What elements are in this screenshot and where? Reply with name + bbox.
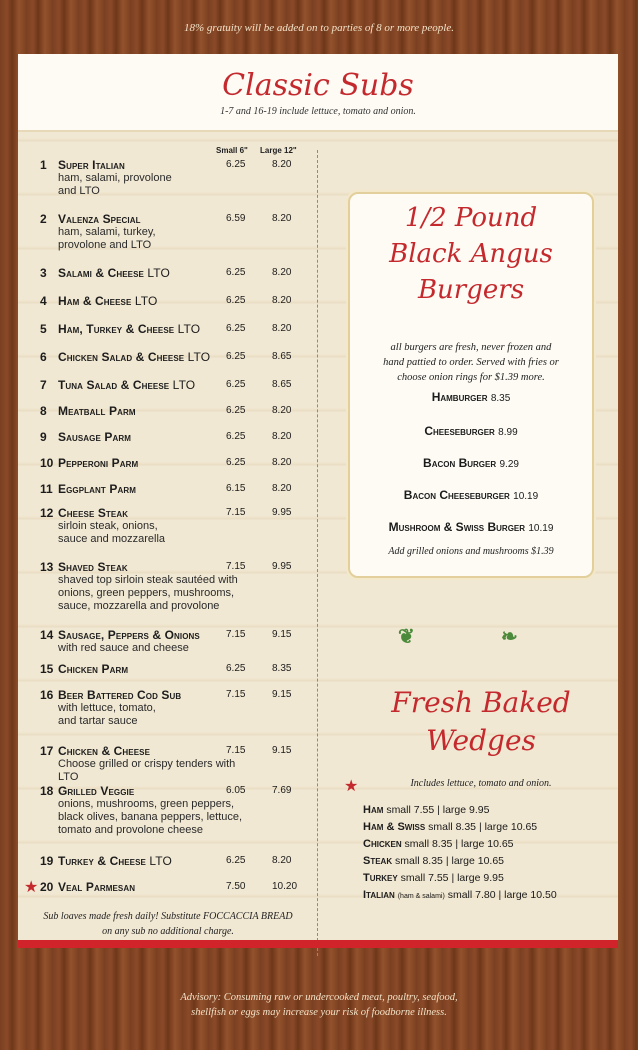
- sub-name: [58, 744, 150, 758]
- wedge-name: Turkey: [363, 872, 398, 884]
- sub-small-price: 6.25: [226, 431, 246, 442]
- wedge-separator: |: [498, 889, 502, 901]
- burgers-note-line-2: hand pattied to order. Served with fries or: [383, 357, 559, 368]
- sub-name: [58, 404, 136, 418]
- sub-large-price: 8.65: [272, 351, 292, 362]
- burgers-title-line-1: 1/2 Pound: [404, 203, 538, 233]
- burgers-note: [362, 340, 580, 385]
- sub-name-text: Eggplant Parm: [58, 482, 136, 496]
- sub-large-price: 8.20: [272, 431, 292, 442]
- sub-description: [58, 172, 258, 198]
- advisory: [0, 990, 638, 1020]
- sub-large-price: 8.20: [272, 405, 292, 416]
- sub-description: [58, 642, 258, 655]
- sub-name: [58, 854, 172, 868]
- sub-name-text: Cheese Steak: [58, 506, 129, 520]
- burger-item: [350, 488, 592, 502]
- sub-description-line: ham, salami, provolone: [58, 172, 172, 184]
- sub-description-line: Choose grilled or crispy tenders with LTO: [58, 758, 236, 783]
- sub-large-price: 7.69: [272, 785, 292, 796]
- sub-large-price: 8.20: [272, 855, 292, 866]
- wedge-small-price: small 8.35: [404, 838, 453, 850]
- sub-description: [58, 798, 258, 837]
- sub-small-price: 7.15: [226, 561, 246, 572]
- burgers-title-line-2: Black Angus: [389, 239, 553, 269]
- sub-name-text: Turkey & Cheese: [58, 854, 146, 868]
- sub-description-line: and LTO: [58, 185, 100, 197]
- wedge-extra: (ham & salami): [397, 893, 445, 900]
- sub-small-price: 6.25: [226, 351, 246, 362]
- star-icon: ★: [344, 778, 359, 795]
- wedge-separator: |: [451, 872, 455, 884]
- burger-name: Bacon Burger: [423, 456, 497, 470]
- burgers-title-line-3: Burgers: [417, 275, 525, 305]
- sub-lto: LTO: [143, 266, 170, 280]
- sub-description: [58, 702, 258, 728]
- ornament-right-icon: ❧: [501, 626, 518, 648]
- burger-name: Cheeseburger: [424, 424, 495, 438]
- sub-small-price: 6.59: [226, 213, 246, 224]
- sub-name: [58, 662, 128, 676]
- sub-description: [58, 226, 258, 252]
- sub-lto: LTO: [184, 350, 211, 364]
- sub-large-price: 9.15: [272, 745, 292, 756]
- sub-small-price: 6.25: [226, 855, 246, 866]
- sub-name-text: Salami & Cheese: [58, 266, 144, 280]
- sub-description-line: onions, green peppers, mushrooms,: [58, 587, 235, 599]
- wedge-name: Chicken: [363, 838, 402, 850]
- wedge-item: [363, 855, 504, 867]
- sub-description-line: onions, mushrooms, green peppers,: [58, 798, 235, 810]
- burger-price: 9.29: [499, 459, 519, 470]
- wedge-large-price: large 10.65: [460, 838, 514, 850]
- wedge-large-price: large 10.50: [504, 889, 557, 901]
- sub-number: 15: [40, 662, 54, 676]
- wedge-item: [363, 821, 537, 833]
- sub-name-text: Chicken Parm: [58, 662, 129, 676]
- wedge-separator: |: [478, 821, 482, 833]
- subs-footnote-line-1: Sub loaves made fresh daily! Substitute FOCCACCIA BREAD: [43, 911, 293, 922]
- sub-name-text: Sausage Parm: [58, 430, 131, 444]
- sub-name: [58, 784, 134, 798]
- sub-number: 18: [40, 784, 54, 798]
- sub-large-price: 10.20: [272, 881, 298, 892]
- sub-name-text: Meatball Parm: [58, 404, 136, 418]
- sub-description-line: black olives, banana peppers, lettuce,: [58, 811, 243, 823]
- sub-name: [58, 158, 125, 172]
- wedges-title-line-1: Fresh Baked: [391, 686, 571, 719]
- wedges-title-line-2: Wedges: [426, 724, 536, 757]
- sub-name-text: Grilled Veggie: [58, 784, 135, 798]
- burger-item: [350, 424, 592, 438]
- divider: [317, 150, 318, 956]
- large-size-header: Large 12": [260, 146, 297, 155]
- advisory-line-2: shellfish or eggs may increase your risk of foodborne illness.: [191, 1007, 447, 1018]
- sub-name: [58, 266, 170, 280]
- sub-description: [58, 758, 258, 784]
- burger-name: Bacon Cheeseburger: [403, 488, 510, 502]
- sub-number: 20: [40, 880, 54, 894]
- sub-small-price: 6.25: [226, 457, 246, 468]
- sub-number: 6: [40, 350, 47, 364]
- sub-description-line: sauce, mozzarella and provolone: [58, 600, 220, 612]
- burger-item: [350, 456, 592, 470]
- sub-name-text: Super Italian: [58, 158, 125, 172]
- sub-large-price: 8.20: [272, 267, 292, 278]
- sub-number: 3: [40, 266, 47, 280]
- wedge-separator: |: [455, 838, 459, 850]
- wedge-small-price: small 7.80: [447, 889, 496, 901]
- sub-large-price: 9.15: [272, 689, 292, 700]
- sub-name: [58, 294, 157, 308]
- sub-number: 17: [40, 744, 54, 758]
- burger-price: 8.99: [498, 427, 518, 438]
- sub-description: [58, 520, 258, 546]
- sub-number: 2: [40, 212, 47, 226]
- wedge-item: [363, 872, 504, 884]
- sub-name-text: Veal Parmesan: [58, 880, 136, 894]
- sub-name-text: Shaved Steak: [58, 560, 128, 574]
- sub-small-price: 7.15: [226, 507, 246, 518]
- burgers-add-note: Add grilled onions and mushrooms $1.39: [388, 546, 554, 557]
- sub-small-price: 6.25: [226, 663, 246, 674]
- sub-description-line: sirloin steak, onions,: [58, 520, 158, 532]
- wedge-small-price: small 8.35: [428, 821, 477, 833]
- sub-number: 7: [40, 378, 47, 392]
- sub-number: 10: [40, 456, 54, 470]
- wedge-separator: |: [437, 804, 440, 816]
- sub-name: [58, 378, 195, 392]
- sub-name: [58, 350, 210, 364]
- sub-name: [58, 560, 128, 574]
- sub-large-price: 9.95: [272, 561, 292, 572]
- sub-description-line: provolone and LTO: [58, 239, 152, 251]
- sub-number: 14: [40, 628, 54, 642]
- wedge-item: [363, 804, 489, 816]
- wedge-small-price: small 7.55: [386, 804, 435, 816]
- wedge-item: [363, 889, 557, 901]
- sub-small-price: 7.15: [226, 745, 246, 756]
- sub-name: [58, 506, 128, 520]
- sub-name: [58, 482, 136, 496]
- advisory-line-1: Advisory: Consuming raw or undercooked meat, poultry, seafood,: [180, 992, 458, 1003]
- sub-description-line: ham, salami, turkey,: [58, 226, 156, 238]
- sub-large-price: 8.20: [272, 323, 292, 334]
- sub-name-text: Tuna Salad & Cheese: [58, 378, 170, 392]
- sub-small-price: 7.50: [226, 881, 246, 892]
- sub-number: 1: [40, 158, 47, 172]
- burgers-note-line-3: choose onion rings for $1.39 more.: [397, 372, 545, 383]
- burger-name: Hamburger: [431, 390, 488, 404]
- sub-large-price: 8.20: [272, 159, 292, 170]
- sub-name-text: Chicken Salad & Cheese: [58, 350, 185, 364]
- burgers-title: [350, 200, 592, 308]
- sub-description-line: with lettuce, tomato,: [58, 702, 156, 714]
- subs-footnote: [18, 909, 318, 939]
- sub-small-price: 6.25: [226, 379, 246, 390]
- burger-item: [350, 520, 592, 534]
- burgers-box: [348, 192, 594, 578]
- wedge-name: Steak: [363, 855, 393, 867]
- wedge-small-price: small 8.35: [395, 855, 443, 867]
- sub-small-price: 6.25: [226, 323, 246, 334]
- sub-number: 11: [40, 482, 53, 496]
- red-band: [18, 940, 618, 948]
- sub-small-price: 6.25: [226, 405, 246, 416]
- sub-name: [58, 688, 181, 702]
- star-icon: ★: [24, 879, 39, 896]
- wedge-small-price: small 7.55: [400, 872, 449, 884]
- sub-name: [58, 212, 141, 226]
- sub-name: [58, 628, 200, 642]
- sub-small-price: 6.05: [226, 785, 246, 796]
- sub-small-price: 6.25: [226, 267, 246, 278]
- ornament-left-icon: ❦: [398, 626, 415, 648]
- wedge-name: Ham: [363, 804, 384, 816]
- small-size-header: Small 6": [216, 146, 248, 155]
- sub-large-price: 8.35: [272, 663, 292, 674]
- wedges-note: Includes lettuce, tomato and onion.: [410, 778, 552, 789]
- wedge-large-price: large 9.95: [457, 872, 504, 884]
- sub-name-text: Chicken & Cheese: [58, 744, 151, 758]
- sub-name-text: Ham & Cheese: [58, 294, 132, 308]
- sub-large-price: 8.20: [272, 295, 292, 306]
- sub-small-price: 7.15: [226, 689, 246, 700]
- menu-panel: [18, 54, 618, 948]
- sub-number: 13: [40, 560, 54, 574]
- sub-description-line: tomato and provolone cheese: [58, 824, 203, 836]
- wedge-name: Ham & Swiss: [363, 821, 426, 833]
- sub-large-price: 8.65: [272, 379, 292, 390]
- sub-number: 8: [40, 404, 47, 418]
- sub-name-text: Pepperoni Parm: [58, 456, 139, 470]
- sub-number: 5: [40, 322, 47, 336]
- sub-small-price: 6.15: [226, 483, 246, 494]
- sub-small-price: 7.15: [226, 629, 246, 640]
- sub-number: 4: [40, 294, 47, 308]
- sub-large-price: 8.20: [272, 457, 292, 468]
- sub-name-text: Ham, Turkey & Cheese: [58, 322, 175, 336]
- sub-description-line: sauce and mozzarella: [58, 533, 166, 545]
- subs-header: [18, 54, 618, 132]
- subs-footnote-line-2: on any sub no additional charge.: [102, 926, 234, 937]
- sub-number: 9: [40, 430, 47, 444]
- subs-note: 1-7 and 16-19 include lettuce, tomato and onion.: [220, 106, 416, 117]
- wedge-large-price: large 10.65: [484, 821, 538, 833]
- wedge-large-price: large 10.65: [451, 855, 505, 867]
- sub-name: [58, 880, 135, 894]
- wedges-title: [336, 684, 626, 760]
- sub-description-line: with red sauce and cheese: [58, 642, 189, 654]
- sub-small-price: 6.25: [226, 159, 246, 170]
- sub-lto: LTO: [169, 378, 196, 392]
- sub-name: [58, 322, 200, 336]
- sub-large-price: 8.20: [272, 213, 292, 224]
- sub-name-text: Valenza Special: [58, 212, 141, 226]
- sub-large-price: 9.95: [272, 507, 292, 518]
- wedge-name: Italian: [363, 889, 395, 901]
- sub-lto: LTO: [145, 854, 172, 868]
- sub-name: [58, 456, 138, 470]
- sub-large-price: 8.20: [272, 483, 292, 494]
- sub-name-text: Beer Battered Cod Sub: [58, 688, 182, 702]
- burger-item: [350, 390, 592, 404]
- sub-description-line: shaved top sirloin steak sautéed with: [58, 574, 238, 586]
- burger-name: Mushroom & Swiss Burger: [388, 520, 526, 534]
- sub-large-price: 9.15: [272, 629, 292, 640]
- gratuity-note: 18% gratuity will be added on to parties of 8 or more people.: [184, 22, 454, 34]
- sub-number: 19: [40, 854, 54, 868]
- sub-lto: LTO: [174, 322, 201, 336]
- sub-small-price: 6.25: [226, 295, 246, 306]
- burger-price: 10.19: [513, 491, 539, 502]
- wedge-item: [363, 838, 514, 850]
- wedge-large-price: large 9.95: [442, 804, 490, 816]
- subs-title: Classic Subs: [222, 68, 414, 103]
- sub-description-line: and tartar sauce: [58, 715, 138, 727]
- burger-price: 8.35: [490, 393, 511, 404]
- wedge-separator: |: [445, 855, 449, 867]
- sub-name: [58, 430, 131, 444]
- burgers-note-line-1: all burgers are fresh, never frozen and: [390, 342, 552, 353]
- sub-number: 16: [40, 688, 54, 702]
- sub-lto: LTO: [131, 294, 158, 308]
- sub-number: 12: [40, 506, 54, 520]
- burger-price: 10.19: [528, 523, 554, 534]
- sub-description: [58, 574, 258, 613]
- sub-name-text: Sausage, Peppers & Onions: [58, 628, 200, 642]
